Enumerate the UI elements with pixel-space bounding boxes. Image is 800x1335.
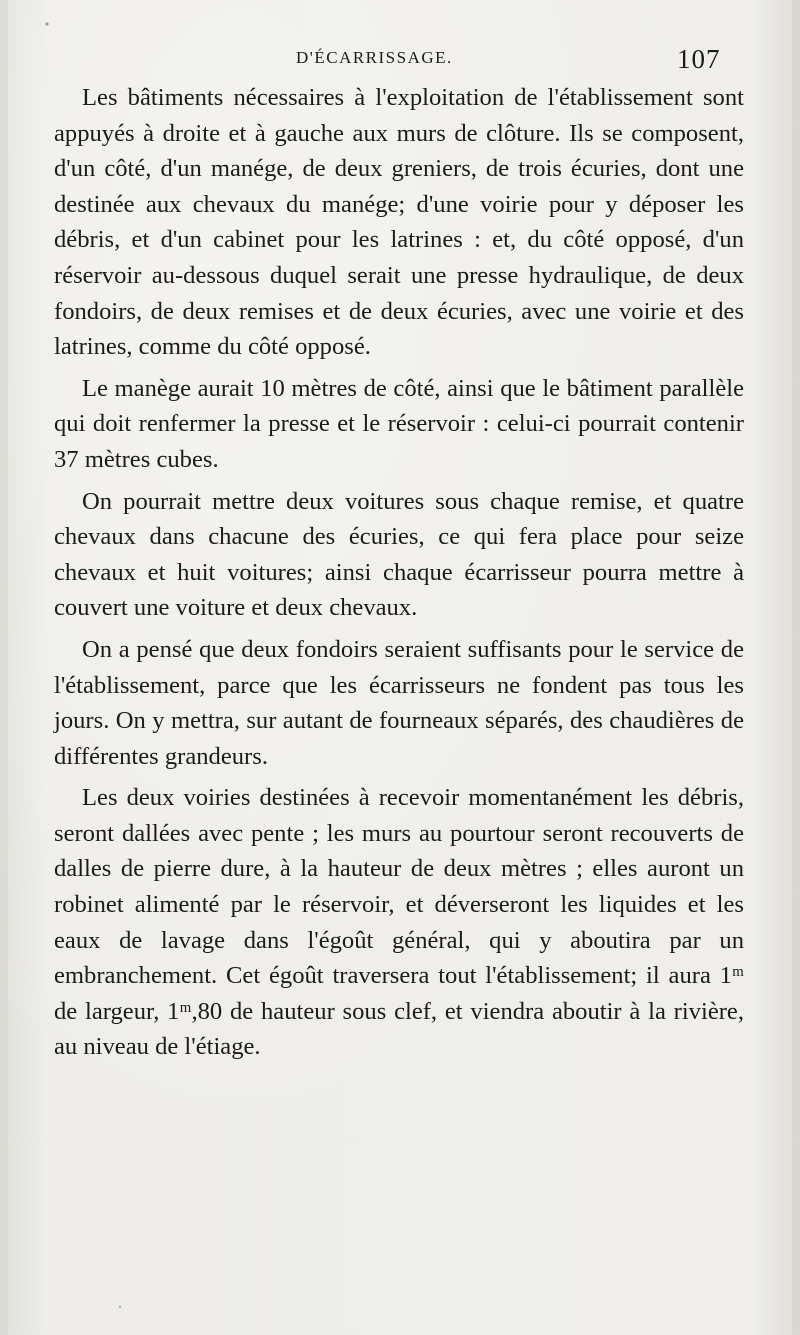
paragraph-voiries: Les deux voiries destinées à recevoir momentanément les débris, seront dallées avec pente ; les murs au pourtour seront recouverts de dalles de pierre dure, à la hauteur de deux mètres ; elles auront un robinet alimenté par le réservoir, et déverseront les liquides et les eaux de lavage dans l'égoût général, qui y aboutira par un embranchement. Cet égoût traversera tout l'établissement; il aura 1ᵐ de largeur, 1ᵐ,80 de hauteur sous clef, et viendra aboutir à la rivière, au niveau de l'étiage. (54, 784, 744, 1061)
paragraph-manege: Le manège aurait 10 mètres de côté, ainsi que le bâtiment parallèle qui doit renfermer la presse et le réservoir : celui-ci pourrait contenir 37 mètres cubes. (54, 374, 744, 473)
page-number: 107 (677, 44, 721, 74)
paragraph-remises: On pourrait mettre deux voitures sous chaque remise, et quatre chevaux dans chacune des écuries, ce qui fera place pour seize chevaux et huit voitures; ainsi chaque écarrisseur pourra mettre à couvert une voiture et deux chevaux. (54, 487, 744, 622)
running-title: D'ÉCARRISSAGE. (296, 48, 453, 67)
paragraph-buildings: Les bâtiments nécessaires à l'exploitation de l'établissement sont appuyés à droite et à gauche aux murs de clôture. Ils se composent, d'un côté, d'un manége, de deux greniers, de trois écuries, dont une destinée aux chevaux du manége; d'une voirie pour y déposer les débris, et d'un cabinet pour les latrines : et, du côté opposé, d'un réservoir au-dessous duquel serait une presse hydraulique, de deux fondoirs, de deux remises et de deux écuries, avec une voirie et des latrines, comme du côté opposé. (54, 84, 744, 361)
paragraph-fondoirs: On a pensé que deux fondoirs seraient suffisants pour le service de l'établissement, parce que les écarrisseurs ne fondent pas tous les jours. On y mettra, sur autant de fourneaux séparés, des chaudières de différentes grandeurs. (54, 635, 744, 770)
body-text (54, 80, 744, 1071)
running-head (0, 44, 800, 80)
